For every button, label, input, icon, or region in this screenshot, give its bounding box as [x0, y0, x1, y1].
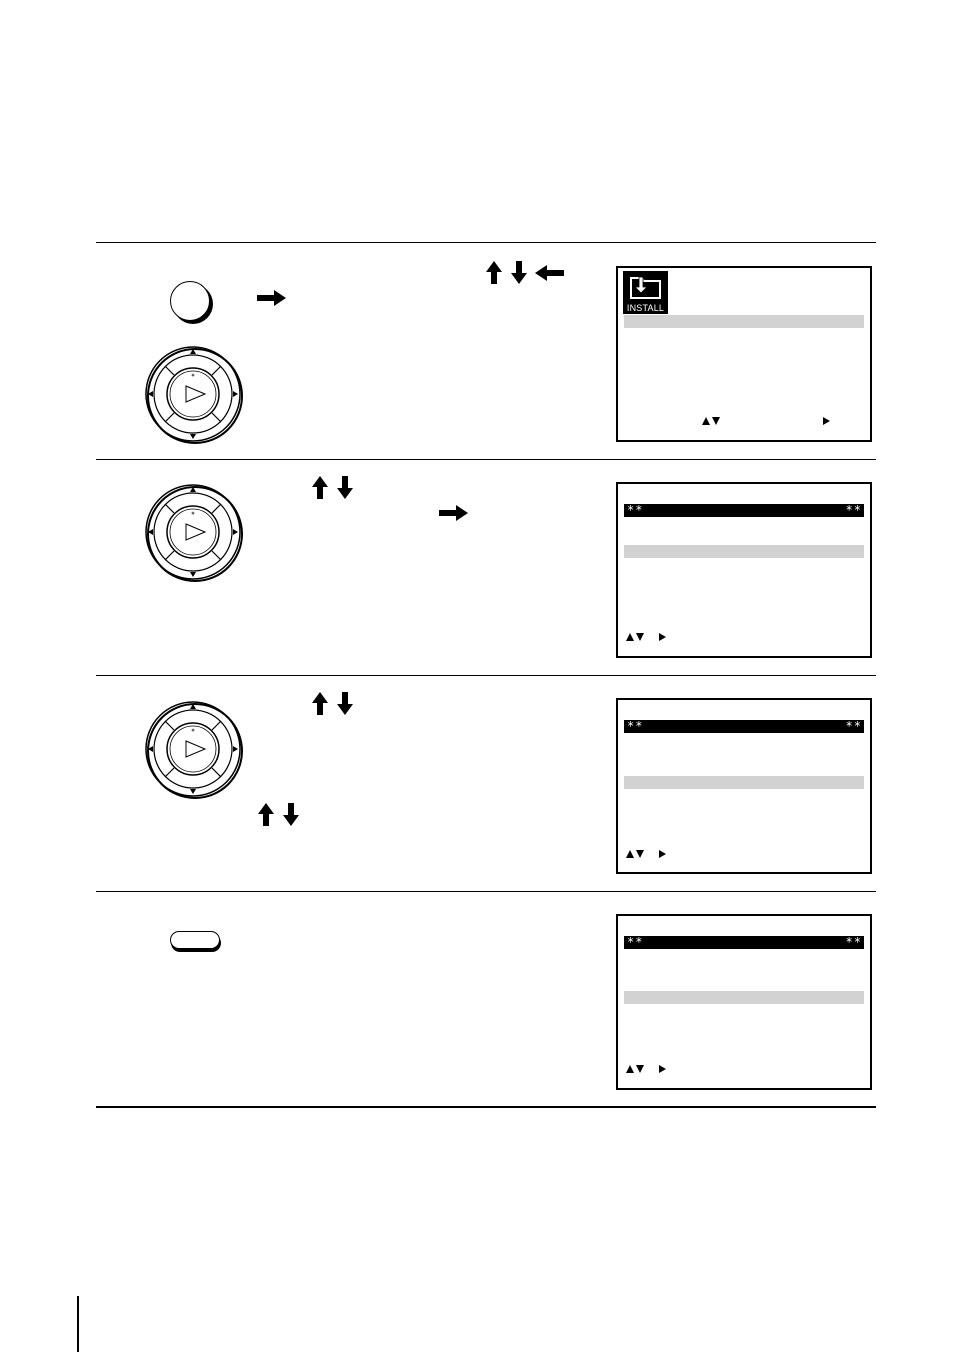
install-label: INSTALL	[626, 303, 665, 313]
osd-screen-step-4	[616, 914, 872, 1090]
arrow-up-icon	[312, 476, 329, 500]
control-dial-icon	[144, 345, 244, 445]
section-divider	[96, 891, 876, 892]
right-triangle-icon	[822, 416, 831, 426]
arrow-up-icon	[312, 692, 329, 716]
install-icon	[623, 271, 668, 314]
arrow-down-icon	[337, 476, 354, 500]
menu-button-icon	[170, 281, 210, 321]
arrow-down-icon	[283, 803, 300, 827]
section-divider	[96, 459, 876, 460]
menu-highlight-row	[624, 991, 864, 1004]
title-left-marker: **	[627, 719, 644, 733]
up-down-triangles-icon	[626, 632, 646, 642]
exit-button-icon	[170, 931, 220, 949]
osd-screen-step-3	[616, 698, 872, 874]
osd-screen-step-2	[616, 482, 872, 658]
arrow-right-icon	[257, 290, 287, 307]
osd-title-bar	[624, 720, 864, 733]
title-right-marker: **	[845, 935, 862, 949]
arrow-right-icon	[439, 505, 469, 522]
arrow-up-icon	[258, 803, 275, 827]
arrow-down-icon	[511, 261, 528, 285]
title-left-marker: **	[627, 503, 644, 517]
menu-highlight-row	[624, 315, 864, 328]
right-triangle-icon	[658, 632, 667, 642]
menu-highlight-row	[624, 545, 864, 558]
menu-highlight-row	[624, 776, 864, 789]
arrow-up-icon	[486, 261, 503, 285]
section-divider	[96, 242, 876, 243]
osd-screen-install-menu	[616, 266, 872, 442]
right-triangle-icon	[658, 849, 667, 859]
page-margin-line	[77, 1296, 79, 1352]
title-right-marker: **	[845, 719, 862, 733]
arrow-down-icon	[337, 692, 354, 716]
section-divider	[96, 1106, 876, 1108]
section-divider	[96, 675, 876, 676]
control-dial-icon	[144, 483, 244, 583]
title-left-marker: **	[627, 935, 644, 949]
up-down-triangles-icon	[626, 849, 646, 859]
arrow-left-icon	[535, 265, 565, 282]
osd-title-bar	[624, 504, 864, 517]
title-right-marker: **	[845, 503, 862, 517]
install-folder-glyph	[629, 275, 662, 299]
osd-title-bar	[624, 936, 864, 949]
right-triangle-icon	[658, 1064, 667, 1074]
control-dial-icon	[144, 700, 244, 800]
up-down-triangles-icon	[626, 1064, 646, 1074]
up-down-triangles-icon	[702, 416, 722, 426]
